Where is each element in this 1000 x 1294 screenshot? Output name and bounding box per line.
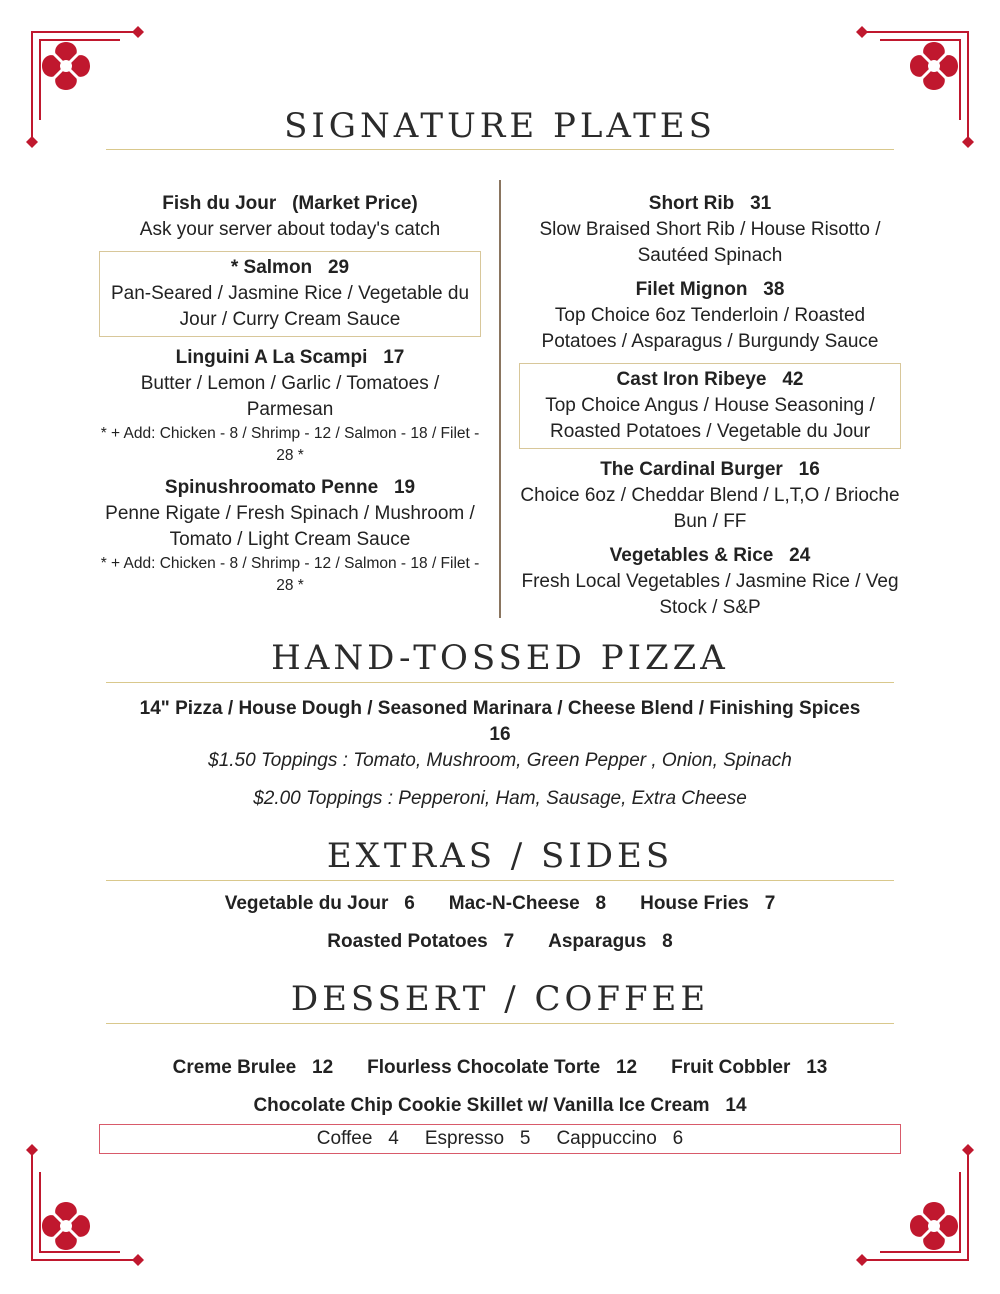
side-item: Roasted Potatoes 7 bbox=[327, 931, 515, 952]
item-description: Butter / Lemon / Garlic / Tomatoes / Parmesan bbox=[140, 373, 445, 420]
section-rule bbox=[106, 682, 894, 683]
item-description: Slow Braised Short Rib / House Risotto / Sautéed Spinach bbox=[539, 219, 886, 266]
coffee-box bbox=[99, 1124, 901, 1154]
item-addon: * + Add: Chicken - 8 / Shrimp - 12 / Salmon - 18 / Filet - 28 * bbox=[100, 425, 484, 464]
side-item: Vegetable du Jour 6 bbox=[224, 893, 415, 914]
coffee-item: Coffee 4 bbox=[316, 1128, 399, 1149]
section-title-signature: SIGNATURE PLATES bbox=[284, 106, 716, 146]
side-item: Mac-N-Cheese 8 bbox=[448, 893, 607, 914]
menu-item bbox=[520, 457, 905, 535]
section-rule bbox=[106, 880, 894, 881]
item-name: Filet Mignon 38 bbox=[635, 279, 785, 300]
section-rule bbox=[106, 149, 894, 150]
item-name: Spinushroomato Penne 19 bbox=[164, 477, 416, 498]
menu-item bbox=[100, 475, 484, 597]
signature-right-column bbox=[520, 191, 905, 629]
menu-item bbox=[100, 345, 484, 467]
menu-item-featured bbox=[519, 363, 901, 449]
item-name: Vegetables & Rice 24 bbox=[609, 545, 811, 566]
menu-item bbox=[520, 277, 900, 355]
column-divider bbox=[499, 180, 501, 618]
item-name: Cast Iron Ribeye 42 bbox=[616, 369, 804, 390]
dessert-item: Fruit Cobbler 13 bbox=[671, 1057, 828, 1078]
signature-left-column bbox=[100, 191, 484, 605]
item-name: Short Rib 31 bbox=[648, 193, 772, 214]
coffee-item: Cappuccino 6 bbox=[556, 1128, 684, 1149]
dessert-item: Creme Brulee 12 bbox=[172, 1057, 334, 1078]
item-description: Choice 6oz / Cheddar Blend / L,T,O / Brioche Bun / FF bbox=[520, 485, 905, 532]
dessert-row-2 bbox=[100, 1093, 900, 1119]
item-description: Fresh Local Vegetables / Jasmine Rice / Veg Stock / S&P bbox=[521, 571, 904, 618]
item-description: Pan-Seared / Jasmine Rice / Vegetable du Jour / Curry Cream Sauce bbox=[110, 283, 475, 330]
coffee-item: Espresso 5 bbox=[424, 1128, 531, 1149]
item-name: Linguini A La Scampi 17 bbox=[175, 347, 405, 368]
menu-item bbox=[520, 543, 904, 621]
pizza-toppings-1: $1.50 Toppings : Tomato, Mushroom, Green Pepper , Onion, Spinach bbox=[208, 750, 792, 771]
item-name: Fish du Jour (Market Price) bbox=[162, 193, 418, 214]
dessert-row-1 bbox=[100, 1055, 900, 1081]
item-description: Ask your server about today's catch bbox=[139, 219, 441, 240]
dessert-item: Chocolate Chip Cookie Skillet w/ Vanilla Ice Cream 14 bbox=[253, 1095, 747, 1116]
item-name: * Salmon 29 bbox=[230, 257, 350, 278]
item-description: Top Choice 6oz Tenderloin / Roasted Potatoes / Asparagus / Burgundy Sauce bbox=[541, 305, 879, 352]
side-item: Asparagus 8 bbox=[548, 931, 673, 952]
item-description: Top Choice Angus / House Seasoning / Roasted Potatoes / Vegetable du Jour bbox=[545, 395, 881, 442]
pizza-description: 14" Pizza / House Dough / Seasoned Marinara / Cheese Blend / Finishing Spices bbox=[139, 698, 861, 719]
dessert-item: Flourless Chocolate Torte 12 bbox=[367, 1057, 638, 1078]
extras-row-2 bbox=[100, 929, 900, 955]
extras-row-1 bbox=[100, 891, 900, 917]
section-title-extras: EXTRAS / SIDES bbox=[326, 836, 674, 876]
pizza-block bbox=[100, 696, 900, 812]
item-description: Penne Rigate / Fresh Spinach / Mushroom / Tomato / Light Cream Sauce bbox=[105, 503, 480, 550]
pizza-price: 16 bbox=[489, 724, 511, 745]
menu-item bbox=[100, 191, 480, 243]
item-name: The Cardinal Burger 16 bbox=[600, 459, 820, 480]
pizza-toppings-2: $2.00 Toppings : Pepperoni, Ham, Sausage, Extra Cheese bbox=[253, 788, 747, 809]
menu-item-featured bbox=[99, 251, 481, 337]
section-title-pizza: HAND-TOSSED PIZZA bbox=[271, 638, 729, 678]
item-addon: * + Add: Chicken - 8 / Shrimp - 12 / Salmon - 18 / Filet - 28 * bbox=[100, 555, 484, 594]
section-rule bbox=[106, 1023, 894, 1024]
menu-item bbox=[520, 191, 900, 269]
side-item: House Fries 7 bbox=[640, 893, 776, 914]
section-title-dessert: DESSERT / COFFEE bbox=[290, 979, 710, 1019]
